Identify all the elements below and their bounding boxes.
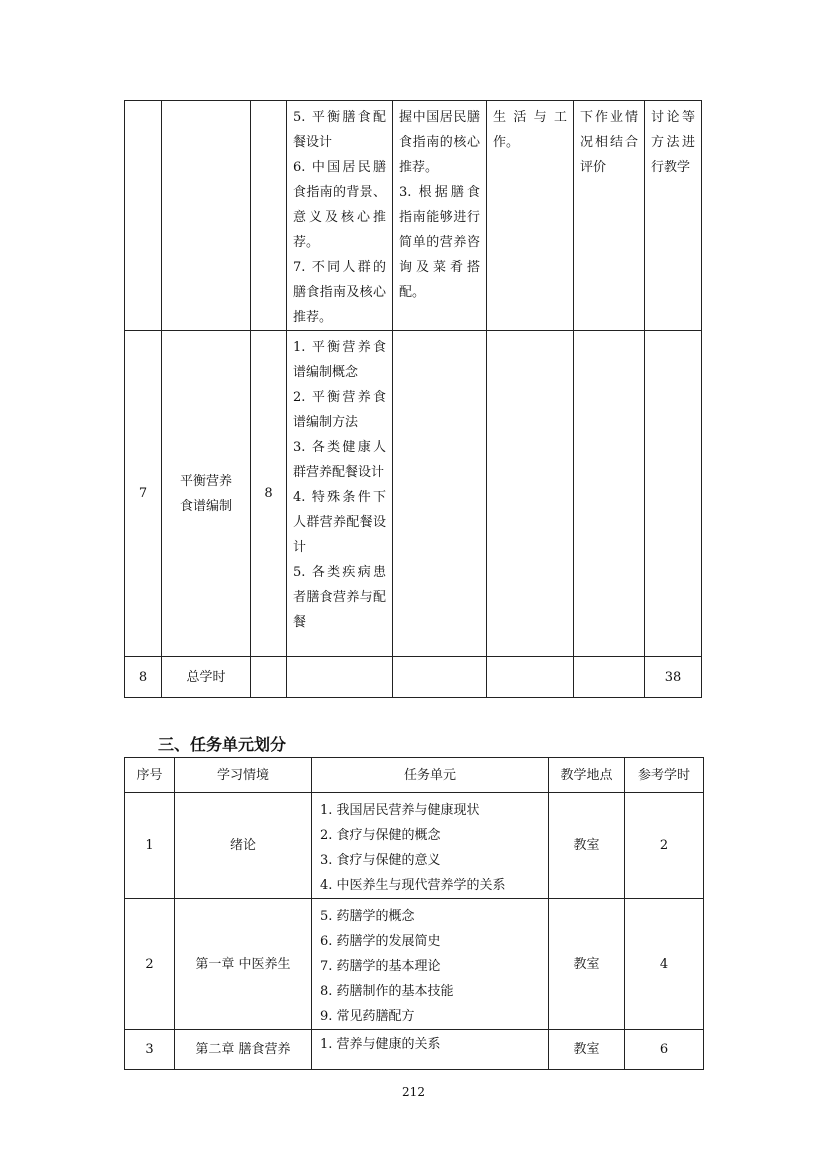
task-unit-item: 3. 食疗与保健的意义	[320, 853, 441, 868]
task-units	[312, 1030, 549, 1070]
column6-cell	[487, 331, 574, 657]
column6-cell: 生活与工作。	[487, 101, 574, 331]
header-number: 序号	[125, 758, 175, 793]
content-cell	[287, 101, 393, 331]
reference-hours: 4	[625, 899, 704, 1030]
row-number	[125, 101, 162, 331]
course-content-table	[124, 100, 702, 698]
row-number: 2	[125, 899, 175, 1030]
content-item: 1. 平衡营养食谱编制概念	[293, 340, 386, 380]
table-row	[125, 1030, 704, 1070]
header-hours: 参考学时	[625, 758, 704, 793]
learning-situation	[162, 101, 251, 331]
learning-situation-text: 平衡营养食谱编制	[179, 473, 232, 514]
table-header-row	[125, 758, 704, 793]
goal-cell	[393, 331, 487, 657]
reference-hours: 6	[625, 1030, 704, 1070]
learning-situation: 第一章 中医养生	[175, 899, 312, 1030]
teaching-place: 教室	[549, 1030, 625, 1070]
goal-cell	[393, 657, 487, 698]
hours-cell	[251, 101, 287, 331]
content-item: 7. 不同人群的膳食指南及核心推荐。	[293, 260, 386, 325]
content-item: 3. 各类健康人群营养配餐设计	[293, 440, 386, 480]
table-row	[125, 793, 704, 899]
goal-item: 3. 根据膳食指南能够进行简单的营养咨询及菜肴搭配。	[399, 185, 480, 300]
task-unit-item: 1. 营养与健康的关系	[320, 1037, 441, 1052]
task-unit-item: 2. 食疗与保健的概念	[320, 828, 441, 843]
content-cell	[287, 657, 393, 698]
teaching-place: 教室	[549, 899, 625, 1030]
page-number: 212	[402, 1085, 425, 1099]
task-unit-table	[124, 757, 704, 1070]
method-cell: 讨论等方法进行教学	[645, 101, 702, 331]
task-unit-item: 5. 药膳学的概念	[320, 909, 415, 924]
content-item: 2. 平衡营养食谱编制方法	[293, 390, 386, 430]
content-item: 6. 中国居民膳食指南的背景、意义及核心推荐。	[293, 160, 386, 250]
header-situation: 学习情境	[175, 758, 312, 793]
task-unit-item: 7. 药膳学的基本理论	[320, 959, 441, 974]
task-unit-item: 6. 药膳学的发展简史	[320, 934, 441, 949]
task-unit-item: 9. 常见药膳配方	[320, 1009, 415, 1024]
learning-situation	[162, 331, 251, 657]
evaluation-cell: 下作业情况相结合评价	[574, 101, 645, 331]
section-heading: 三、任务单元划分	[158, 735, 287, 754]
header-place: 教学地点	[549, 758, 625, 793]
hours-cell	[251, 657, 287, 698]
learning-situation: 总学时	[162, 657, 251, 698]
column6-cell	[487, 657, 574, 698]
goal-cell	[393, 101, 487, 331]
task-unit-item: 8. 药膳制作的基本技能	[320, 984, 454, 999]
table-row	[125, 101, 702, 331]
table-row	[125, 657, 702, 698]
learning-situation: 第二章 膳食营养	[175, 1030, 312, 1070]
row-number: 1	[125, 793, 175, 899]
row-number: 7	[125, 331, 162, 657]
total-hours-cell: 38	[645, 657, 702, 698]
content-cell	[287, 331, 393, 657]
task-units	[312, 793, 549, 899]
task-unit-item: 4. 中医养生与现代营养学的关系	[320, 878, 506, 893]
row-number: 8	[125, 657, 162, 698]
method-cell	[645, 331, 702, 657]
hours-cell: 8	[251, 331, 287, 657]
row-number: 3	[125, 1030, 175, 1070]
table-row	[125, 331, 702, 657]
content-item: 5. 各类疾病患者膳食营养与配餐	[293, 565, 386, 630]
teaching-place: 教室	[549, 793, 625, 899]
evaluation-cell	[574, 657, 645, 698]
goal-item: 握中国居民膳食指南的核心推荐。	[399, 110, 480, 175]
task-units	[312, 899, 549, 1030]
task-unit-item: 1. 我国居民营养与健康现状	[320, 803, 480, 818]
evaluation-cell	[574, 331, 645, 657]
content-item: 4. 特殊条件下人群营养配餐设计	[293, 490, 386, 555]
reference-hours: 2	[625, 793, 704, 899]
table-row	[125, 899, 704, 1030]
content-item: 5. 平衡膳食配餐设计	[293, 110, 386, 150]
header-units: 任务单元	[312, 758, 549, 793]
learning-situation: 绪论	[175, 793, 312, 899]
